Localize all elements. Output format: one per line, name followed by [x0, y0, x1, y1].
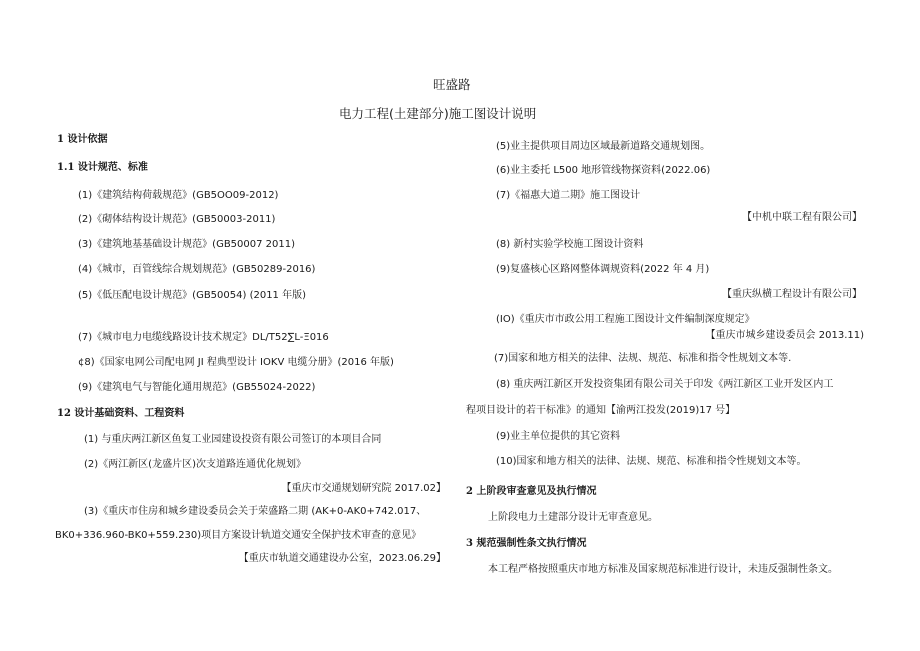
material-source: 【重庆纵横工程设计有限公司】	[722, 289, 862, 300]
section-3-heading: 3 规范强制性条文执行情况	[466, 538, 587, 549]
material-item: (7)《福惠大道二期》施工图设计	[496, 190, 641, 201]
material-item: (8) 重庆两江新区开发投资集团有限公司关于印发《两江新区工业开发区内工	[496, 379, 834, 390]
material-item: (3)《重庆市住房和城乡建设委员会关于荣盛路二期 (AK+0-AK0+742.017、	[84, 506, 427, 517]
standard-item: (4)《城市，百管线综合规划规范》(GB50289-2016)	[78, 264, 316, 275]
material-item: (6)业主委托 L500 地形管线物探资料(2022.06)	[496, 165, 711, 176]
material-item: (9)复盛核心区路网整体调规资料(2022 年 4 月)	[496, 264, 710, 275]
document-title: 旺盛路	[433, 77, 471, 92]
section-1-heading: 1 设计依据	[57, 134, 108, 145]
standard-item: (1)《建筑结构荷载规范》(GB5OO09-2012)	[78, 190, 279, 201]
material-source: 【重庆市轨道交通建设办公室，2023.06.29】	[238, 553, 446, 564]
standard-item: ¢8)《国家电网公司配电网 JI 程典型设计 IOKV 电缆分册》(2016 年版)	[78, 357, 394, 368]
material-item: (1) 与重庆两江新区鱼复工业园建设投资有限公司签订的本项目合同	[84, 434, 382, 445]
material-item: (7)国家和地方相关的法律、法规、规范、标准和指令性规划文本等.	[494, 353, 792, 364]
section-1-1-heading: 1.1 设计规范、标准	[57, 162, 148, 173]
section-2-text: 上阶段电力土建部分设计无审查意见。	[488, 512, 658, 523]
standard-item: (7)《城市电力电缆线路设计技术规定》DL/T52∑L-Ξ016	[78, 332, 329, 343]
section-1-2-heading: 12 设计基础资料、工程资料	[57, 408, 185, 419]
standard-item: (9)《建筑电气与智能化通用规范》(GB55024-2022)	[78, 382, 316, 393]
standard-item: (2)《砌体结构设计规范》(GB50003-2011)	[78, 214, 276, 225]
section-2-heading: 2 上阶段审查意见及执行情况	[466, 486, 597, 497]
material-item: (IO)《重庆市市政公用工程施工图设计文件编制深度规定》	[496, 314, 755, 325]
section-3-text: 本工程严格按照重庆市地方标准及国家规范标准进行设计，未违反强制性条文。	[488, 564, 838, 575]
material-item: (2)《两江新区(龙盛片区)次支道路连通优化规划》	[84, 459, 306, 470]
material-source: 【重庆市城乡建设委员会 2013.11)	[705, 330, 864, 341]
material-item-continued: 程项目设计的若干标准》的通知【渝两江投发(2019)17 号】	[466, 405, 736, 416]
standard-item: (5)《低压配电设计规范》(GB50054) (2011 年版)	[78, 290, 306, 301]
material-source: 【重庆市交通规划研究院 2017.02】	[281, 483, 446, 494]
material-item: (10)国家和地方相关的法律、法规、规范、标准和指令性规划文本等。	[496, 456, 807, 467]
material-item: (8) 新村实验学校施工图设计资料	[496, 239, 644, 250]
document-subtitle: 电力工程(土建部分)施工图设计说明	[339, 106, 537, 121]
standard-item: (3)《建筑地基基础设计规范》(GB50007 2011)	[78, 239, 296, 250]
material-item-continued: BK0+336.960-BK0+559.230)项目方案设计轨道交通安全保护技术审查的意见》	[55, 530, 422, 541]
material-source: 【中机中联工程有限公司】	[742, 212, 862, 223]
material-item: (9)业主单位提供的其它资料	[496, 431, 621, 442]
material-item: (5)业主提供项目周边区域最新道路交通规划图。	[496, 141, 711, 152]
